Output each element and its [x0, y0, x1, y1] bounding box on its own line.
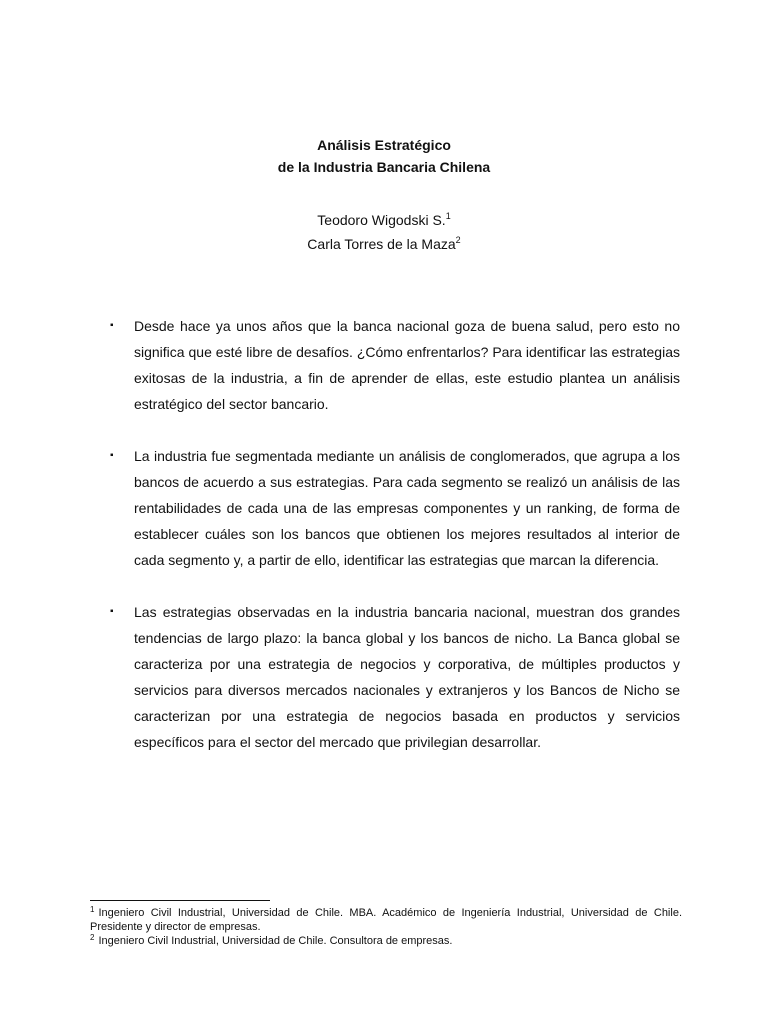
title-line-2: de la Industria Bancaria Chilena [277, 159, 491, 175]
square-bullet-icon: ▪ [110, 320, 114, 331]
title-line-1: Análisis Estratégico [317, 137, 451, 153]
author-name: Teodoro Wigodski S. [317, 212, 446, 228]
bullet-text: Desde hace ya unos años que la banca nacional goza de buena salud, pero esto no significa que esté libre de desafíos. ¿Cómo enfrentarlos? Para identificar las estrategias exitosas de la industria, a fin de aprender de ellas, este estudio plantea un análisis estratégico del sector bancario. [134, 318, 680, 412]
square-bullet-icon: ▪ [110, 450, 114, 461]
square-bullet-icon: ▪ [110, 606, 114, 617]
bullet-text: Las estrategias observadas en la industria bancaria nacional, muestran dos grandes tendencias de largo plazo: la banca global y los bancos de nicho. La Banca global se caracteriza por una estrategia de negocios y corporativa, de múltiples productos y servicios para diversos mercados nacionales y extranjeros y los Bancos de Nicho se caracterizan por una estrategia de negocios basada en productos y servicios específicos para el sector del mercado que privilegian desarrollar. [134, 604, 680, 750]
author-name: Carla Torres de la Maza [307, 236, 456, 252]
author-2 [0, 232, 768, 256]
footnote-ref: 1 [445, 211, 451, 221]
bullet-item [110, 313, 680, 417]
bullet-item [110, 443, 680, 573]
author-list [0, 208, 768, 256]
bullet-text: La industria fue segmentada mediante un análisis de conglomerados, que agrupa a los bancos de acuerdo a sus estrategias. Para cada segmento se realizó un análisis de las rentabilidades de cada una de las empresas componentes y un ranking, de forma de establecer cuáles son los bancos que obtienen los mejores resultados al interior de cada segmento y, a partir de ello, identificar las estrategias que marcan la diferencia. [134, 448, 680, 568]
footnote-text: Ingeniero Civil Industrial, Universidad de Chile. MBA. Académico de Ingeniería Industrial, Universidad de Chile. Presidente y director de empresas. [90, 907, 682, 933]
footnotes [90, 906, 682, 948]
footnote-number: 2 [90, 933, 95, 942]
footnote-ref: 2 [455, 235, 461, 245]
author-1 [0, 208, 768, 232]
footnote-1 [90, 906, 682, 934]
bullet-item [110, 599, 680, 755]
footnote-number: 1 [90, 905, 95, 914]
footnote-text: Ingeniero Civil Industrial, Universidad de Chile. Consultora de empresas. [98, 935, 453, 947]
footnote-2 [90, 934, 682, 948]
abstract-bullet-list [110, 313, 680, 755]
footnote-separator [90, 900, 270, 901]
document-title [0, 134, 768, 178]
